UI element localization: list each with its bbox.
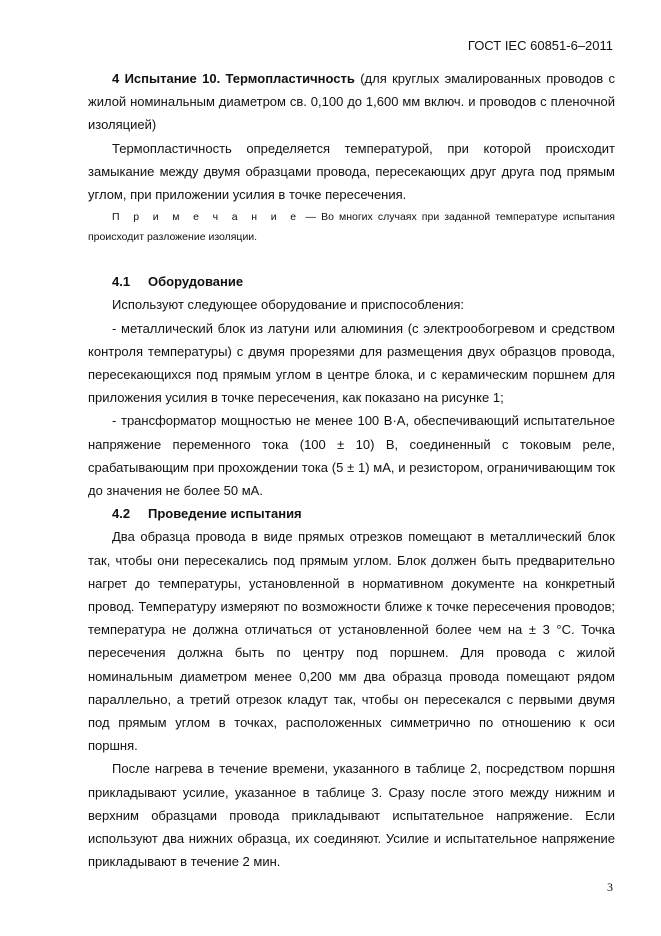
section-4-1-intro: Используют следующее оборудование и приспособления: <box>112 297 464 313</box>
document-body <box>88 67 615 874</box>
standard-header: ГОСТ IEC 60851-6–2011 <box>467 38 613 53</box>
section-4-paragraph: Термопластичность определяется температурой, при которой происходит замыкание между двумя образцами провода, пересекающих друг друга под прямым углом, при приложении усилия в точке пересечения. <box>88 140 615 203</box>
equipment-item-transformer: - трансформатор мощностью не менее 100 В·А, обеспечивающий испытательное напряжение переменного тока (100 ± 10) В, соединенный с токовым реле, срабатывающим при прохождении тока (5 ± 1) мА, и резистором, ограничивающим ток до значения не более 50 мА. <box>88 413 615 499</box>
section-4-title: 4 Испытание 10. Термопластичность <box>112 71 355 86</box>
section-4-title-rest: (для круглых эмалированных проводов с жилой номинальным диаметром св. 0,100 до 1,600 мм включ. и проводов с пленочной изоляцией) <box>88 71 616 133</box>
note-text: — Во многих случаях при заданной температуре испытания происходит разложение изоляции. <box>88 211 615 244</box>
section-4-heading <box>88 67 615 137</box>
note-label: П р и м е ч а н и е <box>112 211 301 224</box>
section-4-2-heading <box>88 502 615 525</box>
section-4-2-paragraph-2: После нагрева в течение времени, указанного в таблице 2, посредством поршня прикладывают усилие, указанное в таблице 3. Сразу после этого между нижним и верхним образцами провода прикладывают испытательное напряжение. Если используют два нижних образца, их соединяют. Усилие и испытательное напряжение прикладывают в течение 2 мин. <box>88 761 615 870</box>
page-number: 3 <box>607 880 613 894</box>
note <box>88 207 615 247</box>
section-4-1-number: 4.1 <box>112 274 131 290</box>
section-4-1-title: Оборудование <box>148 274 244 290</box>
section-4-1-heading <box>88 270 615 293</box>
section-4-2-title: Проведение испытания <box>148 506 302 522</box>
section-4-2-paragraph-1: Два образца провода в виде прямых отрезков помещают в металлический блок так, чтобы они пересекались под прямым углом. Блок должен быть предварительно нагрет до температуры, установленной в нормативном документе на конкретный провод. Температуру измеряют по возможности ближе к точке пересечения проводов; температура не должна отличаться от установленной более чем на ± 3 °С. Точка пересечения должна быть по центру под поршнем. Для провода с жилой номинальным диаметром менее 0,200 мм два образца провода помещают рядом параллельно, а третий отрезок кладут так, чтобы он пересекался с первыми двумя под прямым углом в точках, расположенных симметрично по отношению к оси поршня. <box>88 529 615 754</box>
equipment-item-block: - металлический блок из латуни или алюминия (с электрообогревом и средством контроля температуры) с двумя прорезями для размещения двух образцов провода, пересекающихся под прямым углом в центре блока, и с керамическим поршнем для приложения усилия в точке пересечения, как показано на рисунке 1; <box>88 320 615 406</box>
section-4-2-number: 4.2 <box>112 506 131 522</box>
